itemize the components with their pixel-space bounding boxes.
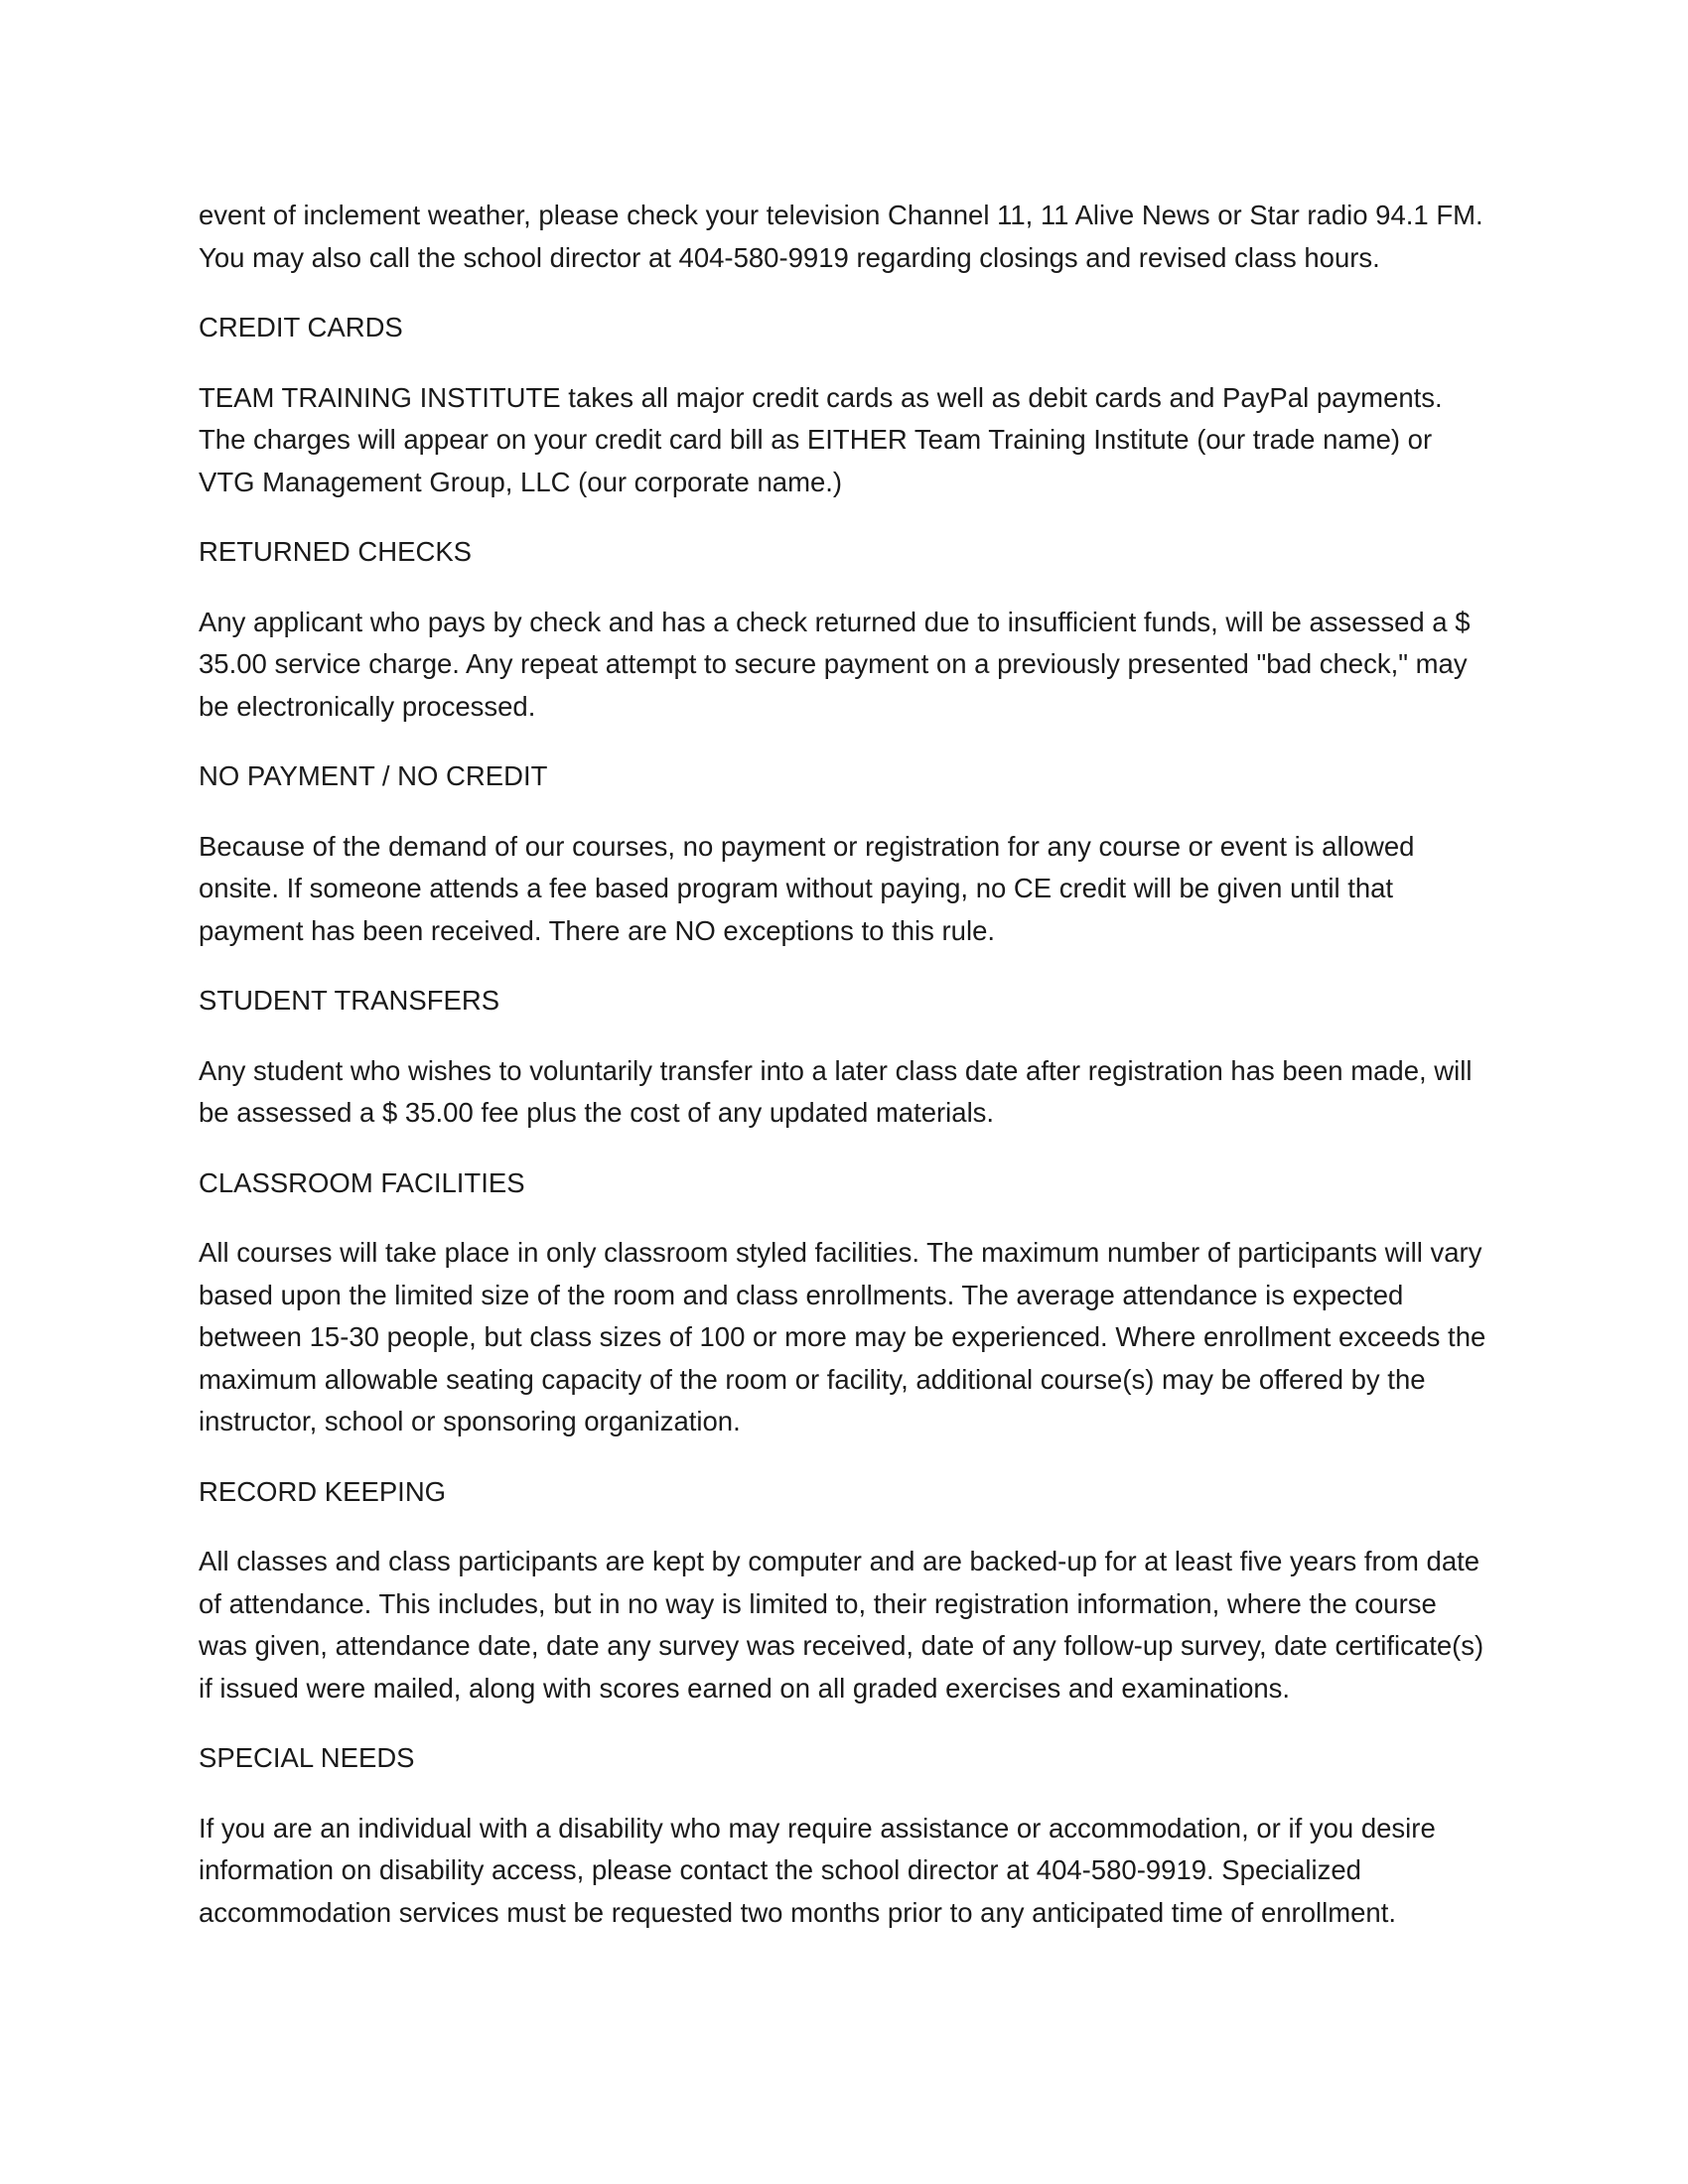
section-heading-student-transfers: STUDENT TRANSFERS bbox=[199, 985, 500, 1016]
section-heading-record-keeping: RECORD KEEPING bbox=[199, 1475, 447, 1507]
section-body-record-keeping: All classes and class participants are kept by computer and are backed-up for at least five years from date of attendance. This includes, but in no way is limited to, their registration information, where the course was given, attendance date, date any survey was received, date of any follow-up survey, date certificate(s) if issued were mailed, along with scores earned on all graded exercises and examinations. bbox=[199, 1546, 1484, 1704]
section-heading-no-payment-no-credit: NO PAYMENT / NO CREDIT bbox=[199, 760, 548, 791]
section-heading-special-needs: SPECIAL NEEDS bbox=[199, 1742, 415, 1773]
section-body-credit-cards: TEAM TRAINING INSTITUTE takes all major credit cards as well as debit cards and PayPal payments. The charges will appear on your credit card bill as EITHER Team Training Institute (our trade name) or VTG Management Group, LLC (our corporate name.) bbox=[199, 381, 1443, 497]
section-body-special-needs: If you are an individual with a disability who may require assistance or accommodation, or if you desire information on disability access, please contact the school director at 404-580-9919. Specialized accommodation services must be requested two months prior to any anticipated time of enrollment. bbox=[199, 1812, 1436, 1928]
section-body-classroom-facilities: All courses will take place in only classroom styled facilities. The maximum number of participants will vary based upon the limited size of the room and class enrollments. The average attendance is expected between 15-30 people, but class sizes of 100 or more may be experienced. Where enrollment exceeds the maximum allowable seating capacity of the room or facility, additional course(s) may be offered by the instructor, school or sponsoring organization. bbox=[199, 1237, 1486, 1436]
section-heading-credit-cards: CREDIT CARDS bbox=[199, 312, 403, 342]
section-body-returned-checks: Any applicant who pays by check and has a check returned due to insufficient funds, will be assessed a $ 35.00 service charge. Any repeat attempt to secure payment on a previously presented "bad check," may be electronically processed. bbox=[199, 606, 1471, 722]
section-heading-classroom-facilities: CLASSROOM FACILITIES bbox=[199, 1166, 525, 1198]
section-heading-returned-checks: RETURNED CHECKS bbox=[199, 536, 473, 567]
intro-paragraph: event of inclement weather, please check your television Channel 11, 11 Alive News or Star radio 94.1 FM. You may also call the school director at 404-580-9919 regarding closings and revised class hours. bbox=[199, 200, 1483, 273]
section-body-no-payment-no-credit: Because of the demand of our courses, no payment or registration for any course or event is allowed onsite. If someone attends a fee based program without paying, no CE credit will be given until that payment has been received. There are NO exceptions to this rule. bbox=[199, 830, 1415, 946]
section-body-student-transfers: Any student who wishes to voluntarily transfer into a later class date after registration has been made, will be assessed a $ 35.00 fee plus the cost of any updated materials. bbox=[199, 1054, 1473, 1128]
document-page bbox=[199, 195, 1489, 1962]
